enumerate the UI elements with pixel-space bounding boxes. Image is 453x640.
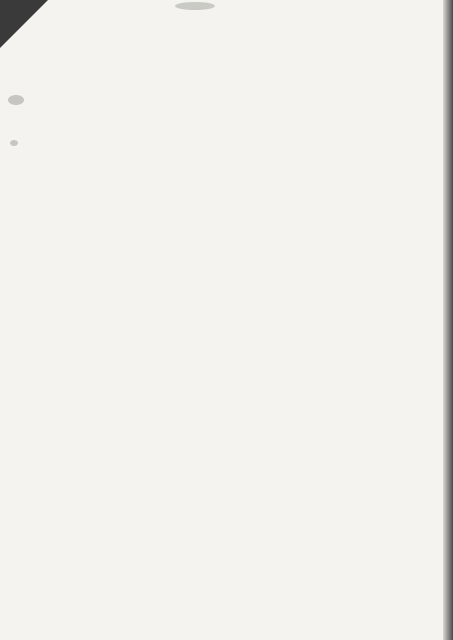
header-vehicle-number: [30, 97, 92, 103]
scan-speck: [8, 95, 24, 105]
scan-speck: [10, 140, 18, 146]
